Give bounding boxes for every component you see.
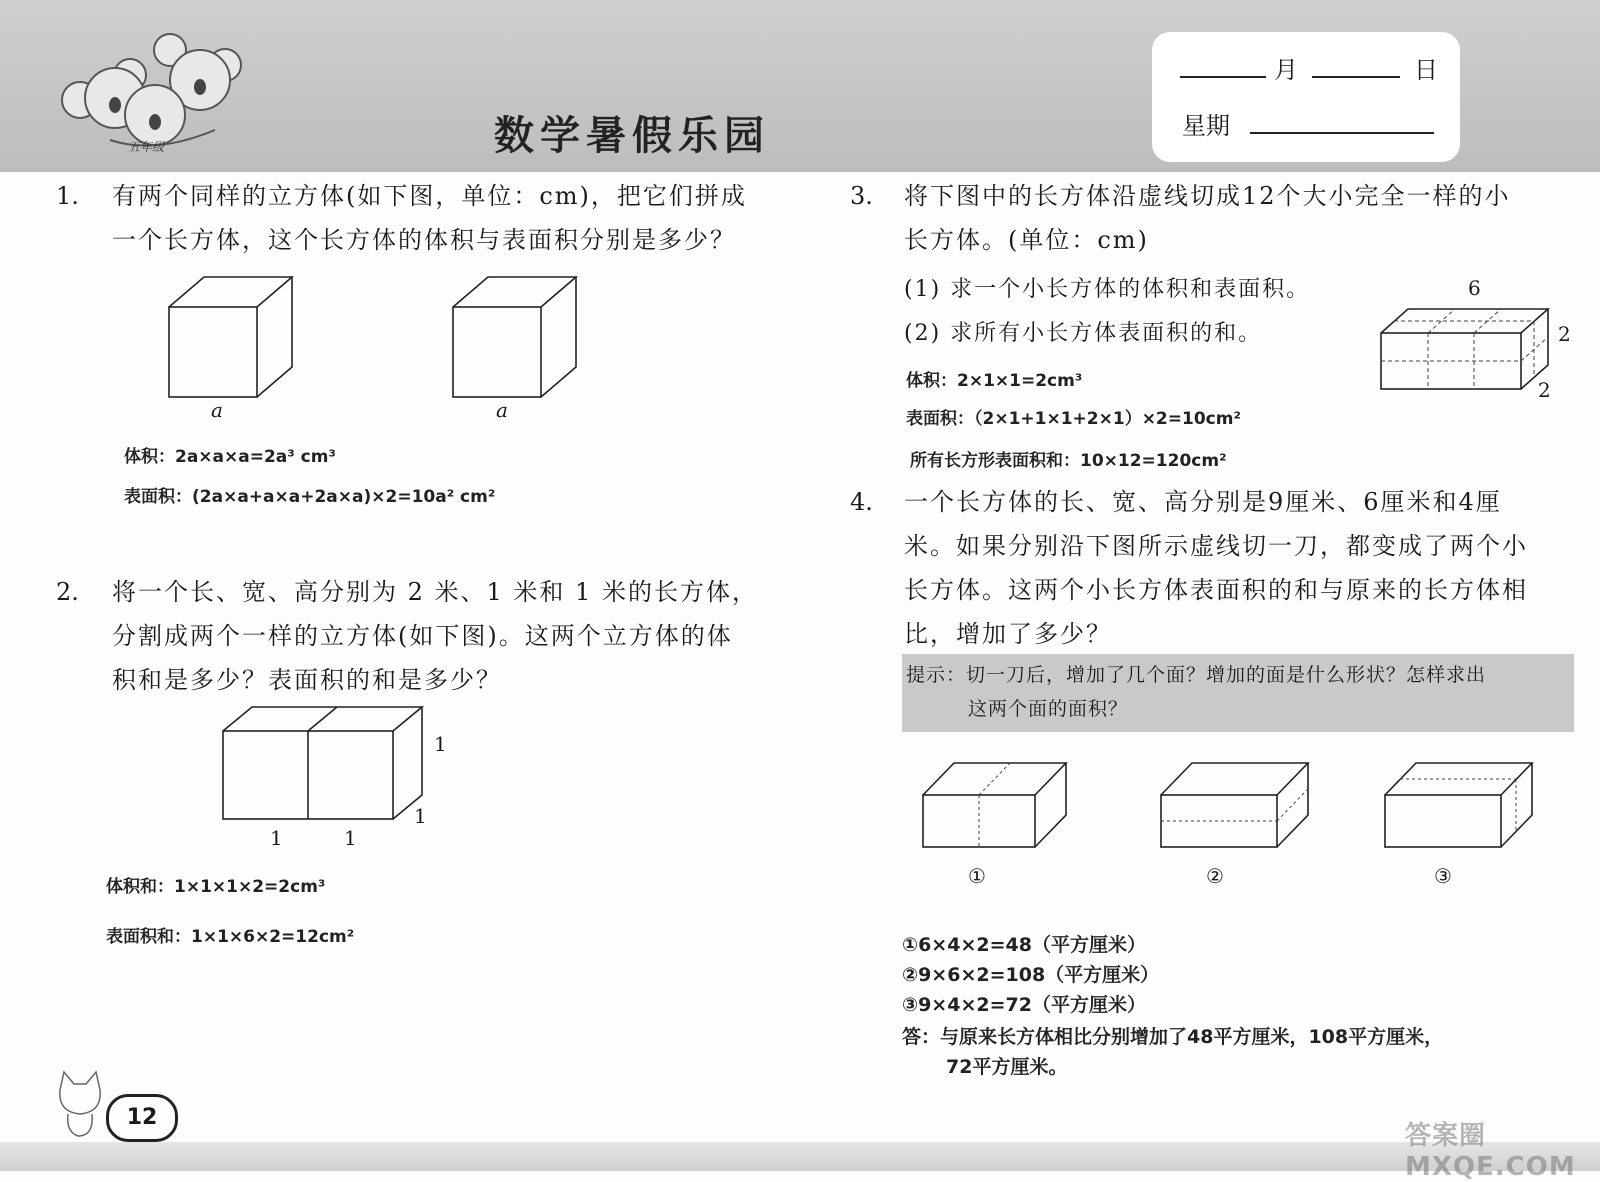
- q2-prism-figure: [222, 706, 424, 820]
- q3-prism-figure: [1380, 308, 1550, 390]
- q2-answer-area: 表面积和：1×1×6×2=12cm²: [106, 927, 355, 947]
- q4-line2: 米。如果分别沿下图所示虚线切一刀，都变成了两个小: [904, 532, 1528, 560]
- q3-sub2: (2) 求所有小长方体表面积的和。: [904, 321, 1263, 346]
- date-box: [1152, 32, 1460, 162]
- watermark: 答案圈 MXQE.COM: [1405, 1121, 1576, 1182]
- q4-hint: [902, 654, 1574, 732]
- page-number: 12: [106, 1094, 178, 1142]
- q4-final-line2: 72平方厘米。: [946, 1056, 1068, 1078]
- q4-figure-3: [1384, 762, 1534, 848]
- q1-line1: 有两个同样的立方体(如下图，单位：cm)，把它们拼成: [112, 182, 747, 210]
- q3-label-width: 2: [1538, 378, 1551, 402]
- q2-label-width: 1: [414, 804, 427, 828]
- q4-answer-2: ②9×6×2=108（平方厘米）: [902, 964, 1160, 986]
- q2-line2: 分割成两个一样的立方体(如下图)。这两个立方体的体: [112, 622, 733, 650]
- q3-line2: 长方体。(单位：cm): [904, 226, 1149, 254]
- q4-figure-2: [1160, 762, 1310, 848]
- q4-answer-1: ①6×4×2=48（平方厘米）: [902, 934, 1146, 956]
- q4-line1: 一个长方体的长、宽、高分别是9厘米、6厘米和4厘: [904, 488, 1502, 516]
- q1-label-a-left: a: [211, 398, 223, 422]
- page-title: 数学暑假乐园: [494, 113, 770, 159]
- q4-fig3-label: ③: [1434, 864, 1452, 888]
- month-blank: [1180, 76, 1266, 78]
- q2-label-length-right: 1: [344, 826, 357, 850]
- q1-answer-area: 表面积：(2a×a+a×a+2a×a)×2=10a² cm²: [124, 487, 496, 507]
- weekday-blank: [1250, 132, 1434, 134]
- q2-label-length-left: 1: [270, 826, 283, 850]
- q3-line1: 将下图中的长方体沿虚线切成12个大小完全一样的小: [904, 182, 1511, 210]
- footer-band: [0, 1142, 1600, 1171]
- q2-line1: 将一个长、宽、高分别为 2 米、1 米和 1 米的长方体，: [112, 578, 758, 606]
- q3-label-length: 6: [1468, 276, 1481, 300]
- q2-line3: 积和是多少？表面积的和是多少？: [112, 666, 502, 694]
- q4-line4: 比，增加了多少？: [904, 620, 1112, 648]
- q1-label-a-right: a: [496, 398, 508, 422]
- q3-answer-area: 表面积：（2×1+1×1+2×1）×2=10cm²: [906, 409, 1241, 429]
- q2-answer-volume: 体积和：1×1×1×2=2cm³: [106, 877, 326, 897]
- q3-answer-volume: 体积：2×1×1=2cm³: [906, 371, 1083, 391]
- weekday-label: 星期: [1182, 112, 1230, 140]
- month-label: 月: [1274, 56, 1298, 84]
- day-label: 日: [1414, 56, 1438, 84]
- q1-number: 1.: [56, 182, 79, 210]
- q2-label-height: 1: [434, 732, 447, 756]
- grade-badge: 五年级: [128, 140, 165, 154]
- q4-fig1-label: ①: [968, 864, 986, 888]
- day-blank: [1312, 76, 1400, 78]
- q4-number: 4.: [850, 488, 873, 516]
- q2-number: 2.: [56, 578, 79, 606]
- q3-number: 3.: [850, 182, 873, 210]
- q3-label-height: 2: [1558, 322, 1571, 346]
- q4-fig2-label: ②: [1206, 864, 1224, 888]
- q4-figure-1: [922, 762, 1068, 848]
- q4-hint-line1: 提示：切一刀后，增加了几个面？增加的面是什么形状？怎样求出: [906, 664, 1487, 686]
- kitten-icon: [50, 1060, 110, 1140]
- q1-line2: 一个长方体，这个长方体的体积与表面积分别是多少？: [112, 226, 736, 254]
- q3-sub1: (1) 求一个小长方体的体积和表面积。: [904, 277, 1311, 302]
- q4-hint-line2: 这两个面的面积？: [968, 698, 1129, 720]
- q1-cube-right: [452, 276, 578, 398]
- q3-answer-total: 所有长方形表面积和：10×12=120cm²: [910, 451, 1227, 471]
- q1-cube-left: [168, 276, 294, 398]
- q1-answer-volume: 体积：2a×a×a=2a³ cm³: [124, 447, 336, 467]
- q4-answer-3: ③9×4×2=72（平方厘米）: [902, 994, 1146, 1016]
- q4-line3: 长方体。这两个小长方体表面积的和与原来的长方体相: [904, 576, 1528, 604]
- q4-final-line1: 答：与原来长方体相比分别增加了48平方厘米，108平方厘米，: [902, 1026, 1444, 1048]
